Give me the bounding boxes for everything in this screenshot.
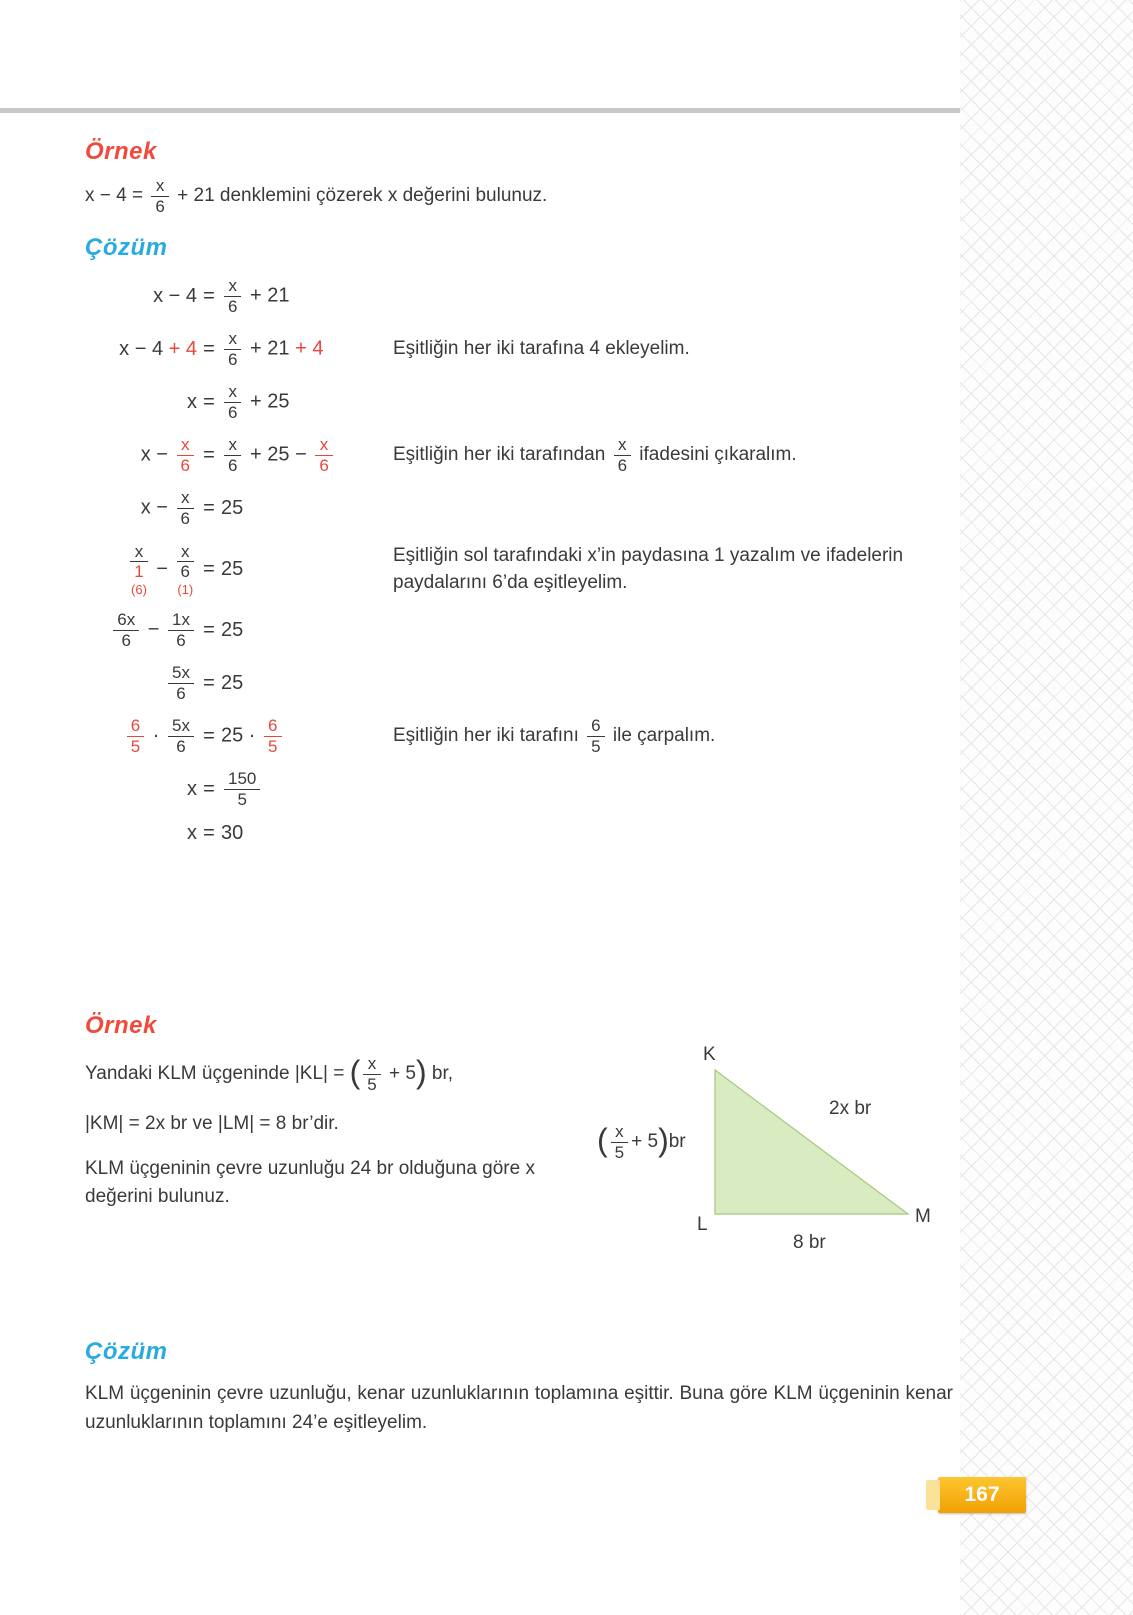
fraction: $\frac{6x}{6}$	[113, 610, 139, 650]
example2-solution-text: KLM üçgeninin çevre uzunluğu, kenar uzunluklarının toplamına eşittir. Buna göre KLM üçgeninin kenar uzunluklarının toplamını 24’e eşitleyelim.	[85, 1383, 953, 1433]
example2-line1: Yandaki KLM üçgeninde |KL| = ( $\frac{x}{5}$ + 5) br,	[85, 1053, 454, 1094]
fraction: $\frac{x}{6}$	[224, 382, 241, 422]
step-10-left: x	[187, 777, 197, 800]
example2-text	[85, 1054, 575, 1212]
example2-line2: |KM| = 2x br ve |LM| = 8 br’dir.	[85, 1113, 339, 1135]
side-kl-label: ( $\frac{x}{5}$ + 5 ) br	[597, 1121, 686, 1162]
fraction: $\frac{x}{6}$	[177, 435, 194, 475]
step-7-left: $\frac{6x}{6}$ − $\frac{1x}{6}$	[110, 610, 197, 650]
solution-steps	[85, 276, 960, 845]
fraction: $\frac{x}{5}$	[363, 1054, 380, 1094]
fraction: $\frac{x}{6}$	[224, 276, 241, 316]
step-9-equals: =	[203, 724, 215, 747]
fraction: $\frac{150}{5}$	[224, 769, 260, 809]
step-6-equals: =	[203, 557, 215, 580]
step-11-left: x	[187, 822, 197, 845]
step-3-equals: =	[203, 390, 215, 413]
fraction: x 6 (1)	[177, 541, 194, 597]
triangle-shape	[715, 1070, 908, 1214]
fraction: $\frac{5x}{6}$	[168, 716, 194, 756]
step-11-equals: =	[203, 822, 215, 845]
example2-body	[85, 1044, 960, 1304]
example2-solution-section	[85, 1338, 953, 1437]
fraction: $\frac{x}{6}$	[151, 176, 168, 216]
fraction: x 1 (6)	[131, 541, 147, 597]
step-9-left: $\frac{6}{5}$ · $\frac{5x}{6}$	[124, 716, 197, 756]
step-1-right: $\frac{x}{6}$ + 21	[221, 276, 383, 316]
parenthesis: (	[349, 1053, 361, 1090]
step-2-left: x − 4 + 4	[119, 337, 197, 360]
triangle-figure	[597, 1042, 965, 1282]
vertex-m-label: M	[915, 1206, 931, 1227]
step-6-right: 25	[221, 557, 244, 580]
fraction: $\frac{1x}{6}$	[168, 610, 194, 650]
fraction: $\frac{6}{5}$	[264, 716, 281, 756]
page-number-tab	[938, 1477, 1026, 1513]
step-8-right: 25	[221, 671, 244, 694]
step-6-note: Eşitliğin sol tarafındaki x’in paydasına 1 yazalım ve ifadelerin paydalarını 6’da eşitleyelim.	[393, 544, 904, 594]
top-divider	[0, 108, 960, 113]
step-2-note: Eşitliğin her iki tarafına 4 ekleyelim.	[393, 338, 690, 360]
step-4-right: $\frac{x}{6}$ + 25 − $\frac{x}{6}$	[221, 435, 383, 475]
example1-solution-heading: Çözüm	[85, 234, 168, 262]
step-4-equals: =	[203, 443, 215, 466]
step-7-equals: =	[203, 618, 215, 641]
fraction: $\frac{x}{6}$	[315, 435, 332, 475]
fraction: $\frac{x}{6}$	[224, 435, 241, 475]
step-3-right: $\frac{x}{6}$ + 25	[221, 382, 383, 422]
step-9-right: 25 · $\frac{6}{5}$	[221, 716, 383, 756]
step-9-note: Eşitliğin her iki tarafını $\frac{6}{5}$ ile çarpalım.	[393, 716, 716, 756]
fraction: $\frac{6}{5}$	[127, 716, 144, 756]
step-1-left: x − 4	[153, 284, 197, 307]
step-4-note: Eşitliğin her iki tarafından $\frac{x}{6}$ ifadesini çıkaralım.	[393, 435, 797, 475]
step-5-equals: =	[203, 497, 215, 520]
crosshatch-pattern	[960, 0, 1133, 1615]
step-10-equals: =	[203, 777, 215, 800]
example2-solution-heading: Çözüm	[85, 1338, 168, 1365]
example2-heading: Örnek	[85, 1012, 157, 1039]
step-10-right	[221, 769, 383, 809]
example2-section	[85, 1012, 960, 1304]
page-number: 167	[964, 1483, 1000, 1506]
fraction: $\frac{x}{6}$	[224, 329, 241, 369]
step-7-right: 25	[221, 618, 244, 641]
fraction: $\frac{x}{5}$	[611, 1122, 628, 1162]
example1-problem: x − 4 = $\frac{x}{6}$ + 21 denklemini çözerek x değerini bulunuz.	[85, 176, 548, 216]
side-km-label: 2x br	[829, 1098, 872, 1119]
fraction: $\frac{x}{6}$	[177, 488, 194, 528]
step-8-equals: =	[203, 671, 215, 694]
step-4-left: x − $\frac{x}{6}$	[141, 435, 197, 475]
step-6-left: x 1 (6) − x 6 (1)	[131, 541, 194, 597]
step-2-right: $\frac{x}{6}$ + 21 + 4	[221, 329, 383, 369]
fraction: $\frac{x}{6}$	[614, 435, 631, 475]
vertex-l-label: L	[697, 1214, 708, 1235]
step-8-left	[165, 663, 197, 703]
fraction: $\frac{5x}{6}$	[168, 663, 194, 703]
parenthesis: (	[597, 1121, 608, 1158]
step-2-equals: =	[203, 337, 215, 360]
fraction: $\frac{6}{5}$	[587, 716, 604, 756]
side-lm-label: 8 br	[793, 1232, 826, 1253]
step-5-right: 25	[221, 497, 244, 520]
step-11-right: 30	[221, 822, 244, 845]
example1-heading: Örnek	[85, 138, 157, 165]
vertex-k-label: K	[703, 1044, 716, 1065]
parenthesis: )	[415, 1053, 427, 1090]
step-1-equals: =	[203, 284, 215, 307]
step-3-left: x	[187, 390, 197, 413]
example2-line3: KLM üçgeninin çevre uzunluğu 24 br olduğuna göre x değerini bulunuz.	[85, 1157, 535, 1208]
step-5-left: x − $\frac{x}{6}$	[141, 488, 197, 528]
example1-section	[85, 138, 960, 845]
parenthesis: )	[658, 1121, 669, 1158]
